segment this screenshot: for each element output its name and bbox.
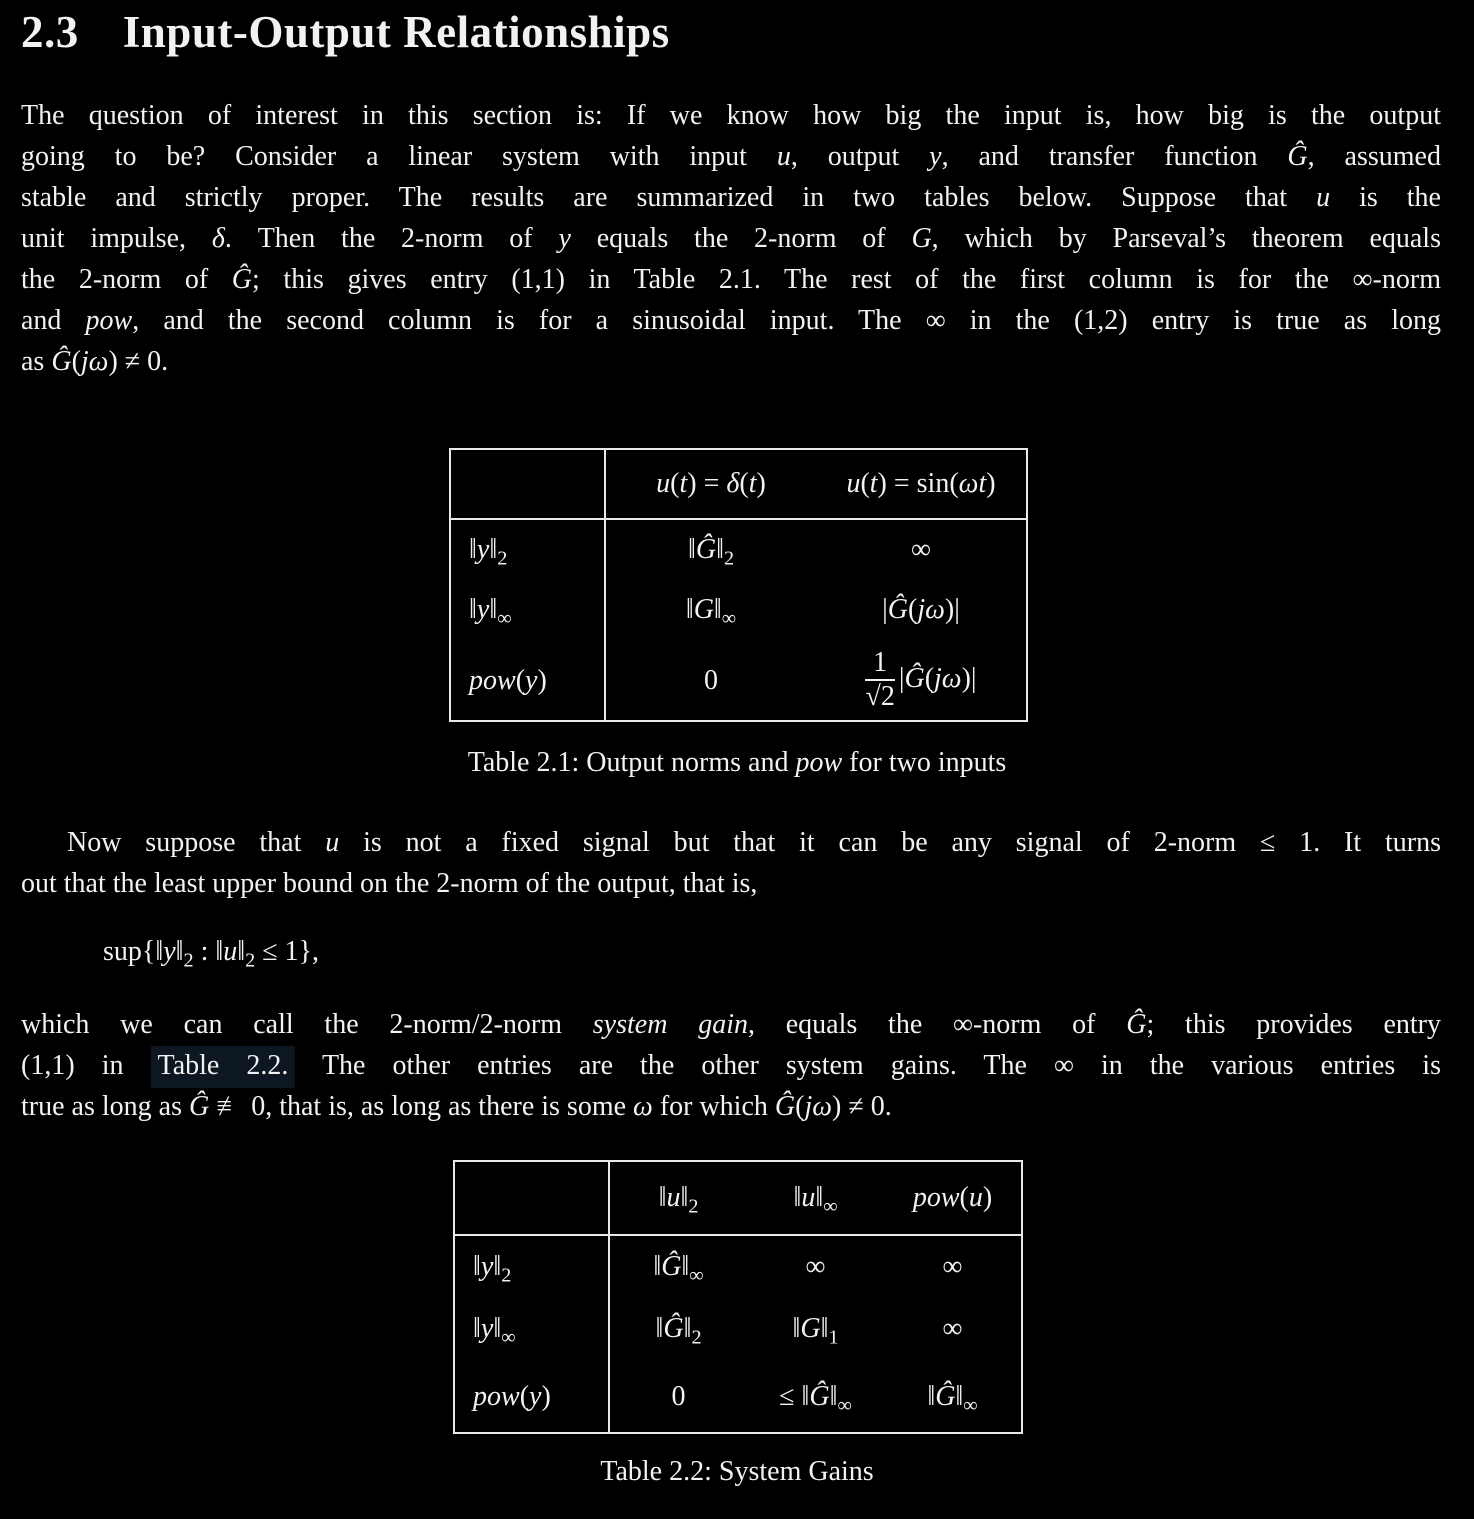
text-run: ): [541, 1380, 551, 1412]
row-label-cell: [454, 1297, 609, 1361]
text-run: y: [529, 1380, 542, 1412]
text-run: ): [537, 664, 547, 696]
table-header-row: [454, 1161, 1022, 1235]
table-row: [450, 579, 1027, 641]
table-cell: [884, 1361, 1022, 1433]
text-line: [21, 1086, 1441, 1127]
text-run: jω: [80, 346, 109, 377]
paragraph-3: [21, 1004, 1441, 1127]
table-2-1-caption: [0, 747, 1474, 779]
text-run: ‖: [716, 533, 724, 565]
text-line: [21, 863, 1441, 904]
text-run: going to be? Consider a linear system with input: [21, 141, 777, 172]
table-cell: [816, 641, 1027, 721]
table-2-2: [453, 1160, 1023, 1434]
table-cell: [609, 1235, 747, 1297]
text-run: ‖: [793, 1182, 802, 1213]
text-run: t: [679, 468, 688, 499]
text-run: (1,1) in: [21, 1050, 151, 1081]
text-run: ‖: [175, 936, 184, 967]
text-run: Ĝ: [231, 264, 253, 295]
text-run: ∞: [805, 1250, 826, 1282]
text-run: G: [800, 1313, 821, 1344]
text-run: jω: [917, 594, 945, 625]
text-run: Ĝ: [188, 1091, 210, 1122]
text-run: Ĝ: [51, 346, 72, 377]
text-run: ‖: [489, 533, 498, 565]
table-cell: [605, 449, 816, 519]
text-run: (: [908, 594, 918, 625]
text-run: (: [670, 468, 680, 499]
text-run: , and transfer function: [941, 141, 1288, 172]
text-line: [21, 218, 1441, 259]
text-run: |: [882, 594, 888, 625]
text-run: (: [860, 468, 870, 499]
text-run: u: [223, 936, 238, 967]
subscript: 2: [691, 1326, 702, 1349]
text-run: , and the second column is for a sinusoidal input. The ∞ in the (1,2) entry is true as long: [132, 305, 1441, 336]
text-run: ): [982, 1182, 993, 1213]
row-label-cell: [450, 579, 605, 641]
text-run: , which by Parseval’s theorem equals: [931, 223, 1441, 254]
table-cell: [747, 1161, 884, 1235]
text-run: Ĝ: [1126, 1009, 1147, 1040]
table-cell: [884, 1297, 1022, 1361]
subscript: 2: [183, 949, 194, 972]
table-2-1: [449, 448, 1028, 722]
table-cell: [816, 449, 1027, 519]
text-run: (: [515, 664, 526, 696]
text-run: ∞: [942, 1313, 963, 1344]
text-run: Ĝ: [887, 594, 908, 625]
text-run: pow: [795, 747, 843, 778]
text-run: as: [21, 346, 52, 377]
text-run: y: [480, 1313, 494, 1344]
text-run: t: [748, 468, 757, 499]
subscript: 2: [723, 547, 735, 570]
paragraph-2: [21, 822, 1441, 904]
table-cell: [816, 579, 1027, 641]
text-run: (: [924, 662, 935, 694]
text-run: u: [968, 1182, 983, 1213]
text-run: Ĝ: [809, 1380, 830, 1412]
subscript: ∞: [497, 607, 512, 630]
row-label-cell: [454, 1161, 609, 1235]
text-run: Ĝ: [695, 533, 717, 565]
table-cell: [609, 1161, 747, 1235]
text-run: ∞: [911, 533, 931, 565]
text-run: which we can call the 2-norm/2-norm: [21, 1009, 593, 1040]
text-run: ‖: [473, 1250, 481, 1282]
text-run: ) = sin(: [877, 468, 959, 499]
math-table: [449, 448, 1028, 722]
text-run: ) ≠ 0.: [832, 1091, 892, 1122]
text-run: y: [480, 1250, 494, 1282]
text-run: Ĝ: [935, 1380, 956, 1412]
table-row: [454, 1297, 1022, 1361]
text-run: y: [476, 594, 490, 625]
text-run: )|: [961, 662, 977, 694]
text-run: ‖: [469, 533, 477, 565]
text-run: ‖: [655, 1313, 664, 1344]
section-heading: [21, 6, 670, 58]
text-run: (: [795, 1091, 805, 1122]
row-label-cell: [454, 1361, 609, 1433]
text-run: ‖: [687, 533, 696, 565]
text-run: ‖: [493, 1250, 502, 1282]
text-run: . Then the 2-norm of: [224, 223, 559, 254]
text-run: )|: [944, 594, 960, 625]
text-run: y: [476, 533, 490, 565]
text-run: Ĝ: [1287, 141, 1308, 172]
text-run: ‖: [658, 1182, 667, 1213]
text-run: stable and strictly proper. The results are summarized in two tables below. Suppose that: [21, 182, 1317, 213]
table-row: [454, 1361, 1022, 1433]
table-cell: [747, 1361, 884, 1433]
text-run: G: [693, 594, 714, 625]
text-run: is not a fixed signal but that it can be any signal of 2-norm ≤ 1. It turns: [339, 827, 1442, 858]
subscript: 2: [497, 547, 508, 570]
text-line: [21, 177, 1441, 218]
text-run: y: [558, 223, 571, 254]
fraction: $\frac{1}{√2}$: [865, 646, 895, 713]
subscript: 2: [501, 1264, 512, 1287]
text-run: ‖: [713, 594, 722, 625]
text-run: t: [869, 468, 878, 499]
text-run: ωt: [958, 468, 987, 499]
text-run: : ‖: [193, 936, 224, 967]
text-run: system gain: [592, 1009, 748, 1040]
text-run: ) ≠ 0.: [108, 346, 169, 377]
text-run: y: [525, 664, 538, 696]
text-run: Now suppose that: [67, 827, 326, 858]
text-run: u: [801, 1182, 816, 1213]
text-run: ; this gives entry (1,1) in Table 2.1. The rest of the first column is for the ∞-norm: [252, 264, 1441, 295]
text-run: pow: [912, 1182, 960, 1213]
row-label-cell: [454, 1235, 609, 1297]
subscript: ∞: [823, 1195, 838, 1218]
subscript: 2: [245, 949, 256, 972]
text-run: out that the least upper bound on the 2-norm of the output, that is,: [21, 868, 758, 899]
row-label-cell: [450, 519, 605, 579]
text-line: [21, 300, 1441, 341]
text-run: u: [776, 141, 791, 172]
text-run: Table 2.1: Output norms and: [467, 747, 796, 778]
text-run: ≤ ‖: [779, 1380, 810, 1412]
text-run: ∞: [942, 1250, 963, 1282]
display-equation: [103, 936, 319, 972]
text-run: ; this provides entry: [1146, 1009, 1441, 1040]
text-run: δ: [726, 468, 740, 499]
text-run: for two inputs: [842, 747, 1007, 778]
text-run: ‖: [473, 1313, 481, 1344]
text-run: ‖: [955, 1380, 964, 1412]
text-run: 0: [671, 1380, 686, 1412]
table-cell: [605, 579, 816, 641]
text-line: [21, 822, 1441, 863]
table-cell: [605, 641, 816, 721]
text-run: ‖: [815, 1182, 824, 1213]
text-run: ‖: [493, 1313, 502, 1344]
text-run: The question of interest in this section is: If we know how big the input is, how big is the output: [21, 100, 1441, 131]
text-run: ): [756, 468, 766, 499]
table-header-row: [450, 449, 1027, 519]
text-run: ‖: [653, 1250, 662, 1282]
math-table: [453, 1160, 1023, 1434]
text-run: jω: [804, 1091, 833, 1122]
subscript: ∞: [689, 1264, 704, 1287]
text-run: sup{‖: [103, 936, 164, 967]
subscript: 2: [688, 1195, 699, 1218]
row-label-cell: [450, 641, 605, 721]
text-run: Ĝ: [774, 1091, 796, 1122]
table-cell: [747, 1235, 884, 1297]
subscript: ∞: [963, 1394, 978, 1417]
table-cell: [884, 1161, 1022, 1235]
text-line: [21, 136, 1441, 177]
table-row: [450, 519, 1027, 579]
text-run: u: [656, 468, 671, 499]
table-2-2-caption: [0, 1456, 1474, 1488]
text-run: the 2-norm of: [21, 264, 232, 295]
text-run: and: [21, 305, 86, 336]
text-run: ‖: [489, 594, 498, 625]
text-run: (: [71, 346, 81, 377]
text-run: ) =: [687, 468, 727, 499]
text-run: ‖: [469, 594, 477, 625]
text-run: , equals the ∞-norm of: [747, 1009, 1127, 1040]
text-run: ‖: [685, 594, 694, 625]
text-run: 0: [704, 664, 718, 696]
subscript: 1: [828, 1326, 839, 1349]
text-run: pow: [473, 1380, 520, 1412]
text-run: G: [911, 223, 932, 254]
text-run: ‖: [792, 1313, 801, 1344]
text-run: y: [929, 141, 942, 172]
text-run: is the: [1330, 182, 1441, 213]
table-cell: [747, 1297, 884, 1361]
text-run: (: [519, 1380, 530, 1412]
table-cell: [609, 1361, 747, 1433]
text-run: , output: [790, 141, 930, 172]
text-line: [21, 259, 1441, 300]
text-run: equals the 2-norm of: [570, 223, 912, 254]
text-run: u: [666, 1182, 681, 1213]
subscript: ∞: [721, 607, 737, 630]
table-cell: [816, 519, 1027, 579]
text-run: u: [846, 468, 861, 499]
text-run: pow: [85, 305, 133, 336]
text-run: ω: [633, 1091, 653, 1122]
text-run: Ĝ: [663, 1313, 684, 1344]
text-run: Ĝ: [904, 662, 925, 694]
text-run: ‖: [237, 936, 246, 967]
subscript: ∞: [837, 1394, 852, 1417]
table-cell: [605, 519, 816, 579]
text-run: true as long as: [21, 1091, 189, 1122]
table-row: [454, 1235, 1022, 1297]
text-line: [21, 95, 1441, 136]
table-row: [450, 641, 1027, 721]
text-run: ‖: [681, 1250, 690, 1282]
row-label-cell: [450, 449, 605, 519]
text-run: δ: [211, 223, 225, 254]
link-highlight: Table 2.2.: [151, 1046, 296, 1088]
paragraph-1: [21, 95, 1441, 382]
text-run: for which: [652, 1091, 775, 1122]
text-run: ‖: [820, 1313, 829, 1344]
table-cell: [884, 1235, 1022, 1297]
text-run: (: [959, 1182, 969, 1213]
text-run: pow: [469, 664, 516, 696]
text-run: jω: [934, 662, 962, 694]
text-run: (: [739, 468, 749, 499]
text-run: ≢ 0, that is, as long as there is some: [209, 1091, 634, 1122]
text-run: u: [325, 827, 340, 858]
text-line: [21, 1004, 1441, 1045]
text-run: y: [163, 936, 176, 967]
section-number: 2.3: [21, 7, 79, 57]
text-run: ‖: [683, 1313, 692, 1344]
text-run: u: [1316, 182, 1331, 213]
text-run: The other entries are the other system gains. The ∞ in the various entries is: [295, 1050, 1441, 1081]
text-run: ): [986, 468, 996, 499]
text-line: [21, 341, 1441, 382]
table-cell: [609, 1297, 747, 1361]
text-run: Ĝ: [661, 1250, 682, 1282]
text-run: ‖: [829, 1380, 838, 1412]
text-run: unit impulse,: [21, 223, 212, 254]
text-run: ‖: [680, 1182, 689, 1213]
text-run: ‖: [927, 1380, 936, 1412]
text-run: , assumed: [1307, 141, 1441, 172]
text-line: [21, 1045, 1441, 1086]
text-run: Table 2.2: System Gains: [600, 1456, 874, 1487]
section-title: Input-Output Relationships: [122, 7, 670, 57]
subscript: ∞: [501, 1326, 516, 1349]
text-run: |: [898, 662, 905, 694]
text-run: ≤ 1},: [255, 936, 319, 967]
